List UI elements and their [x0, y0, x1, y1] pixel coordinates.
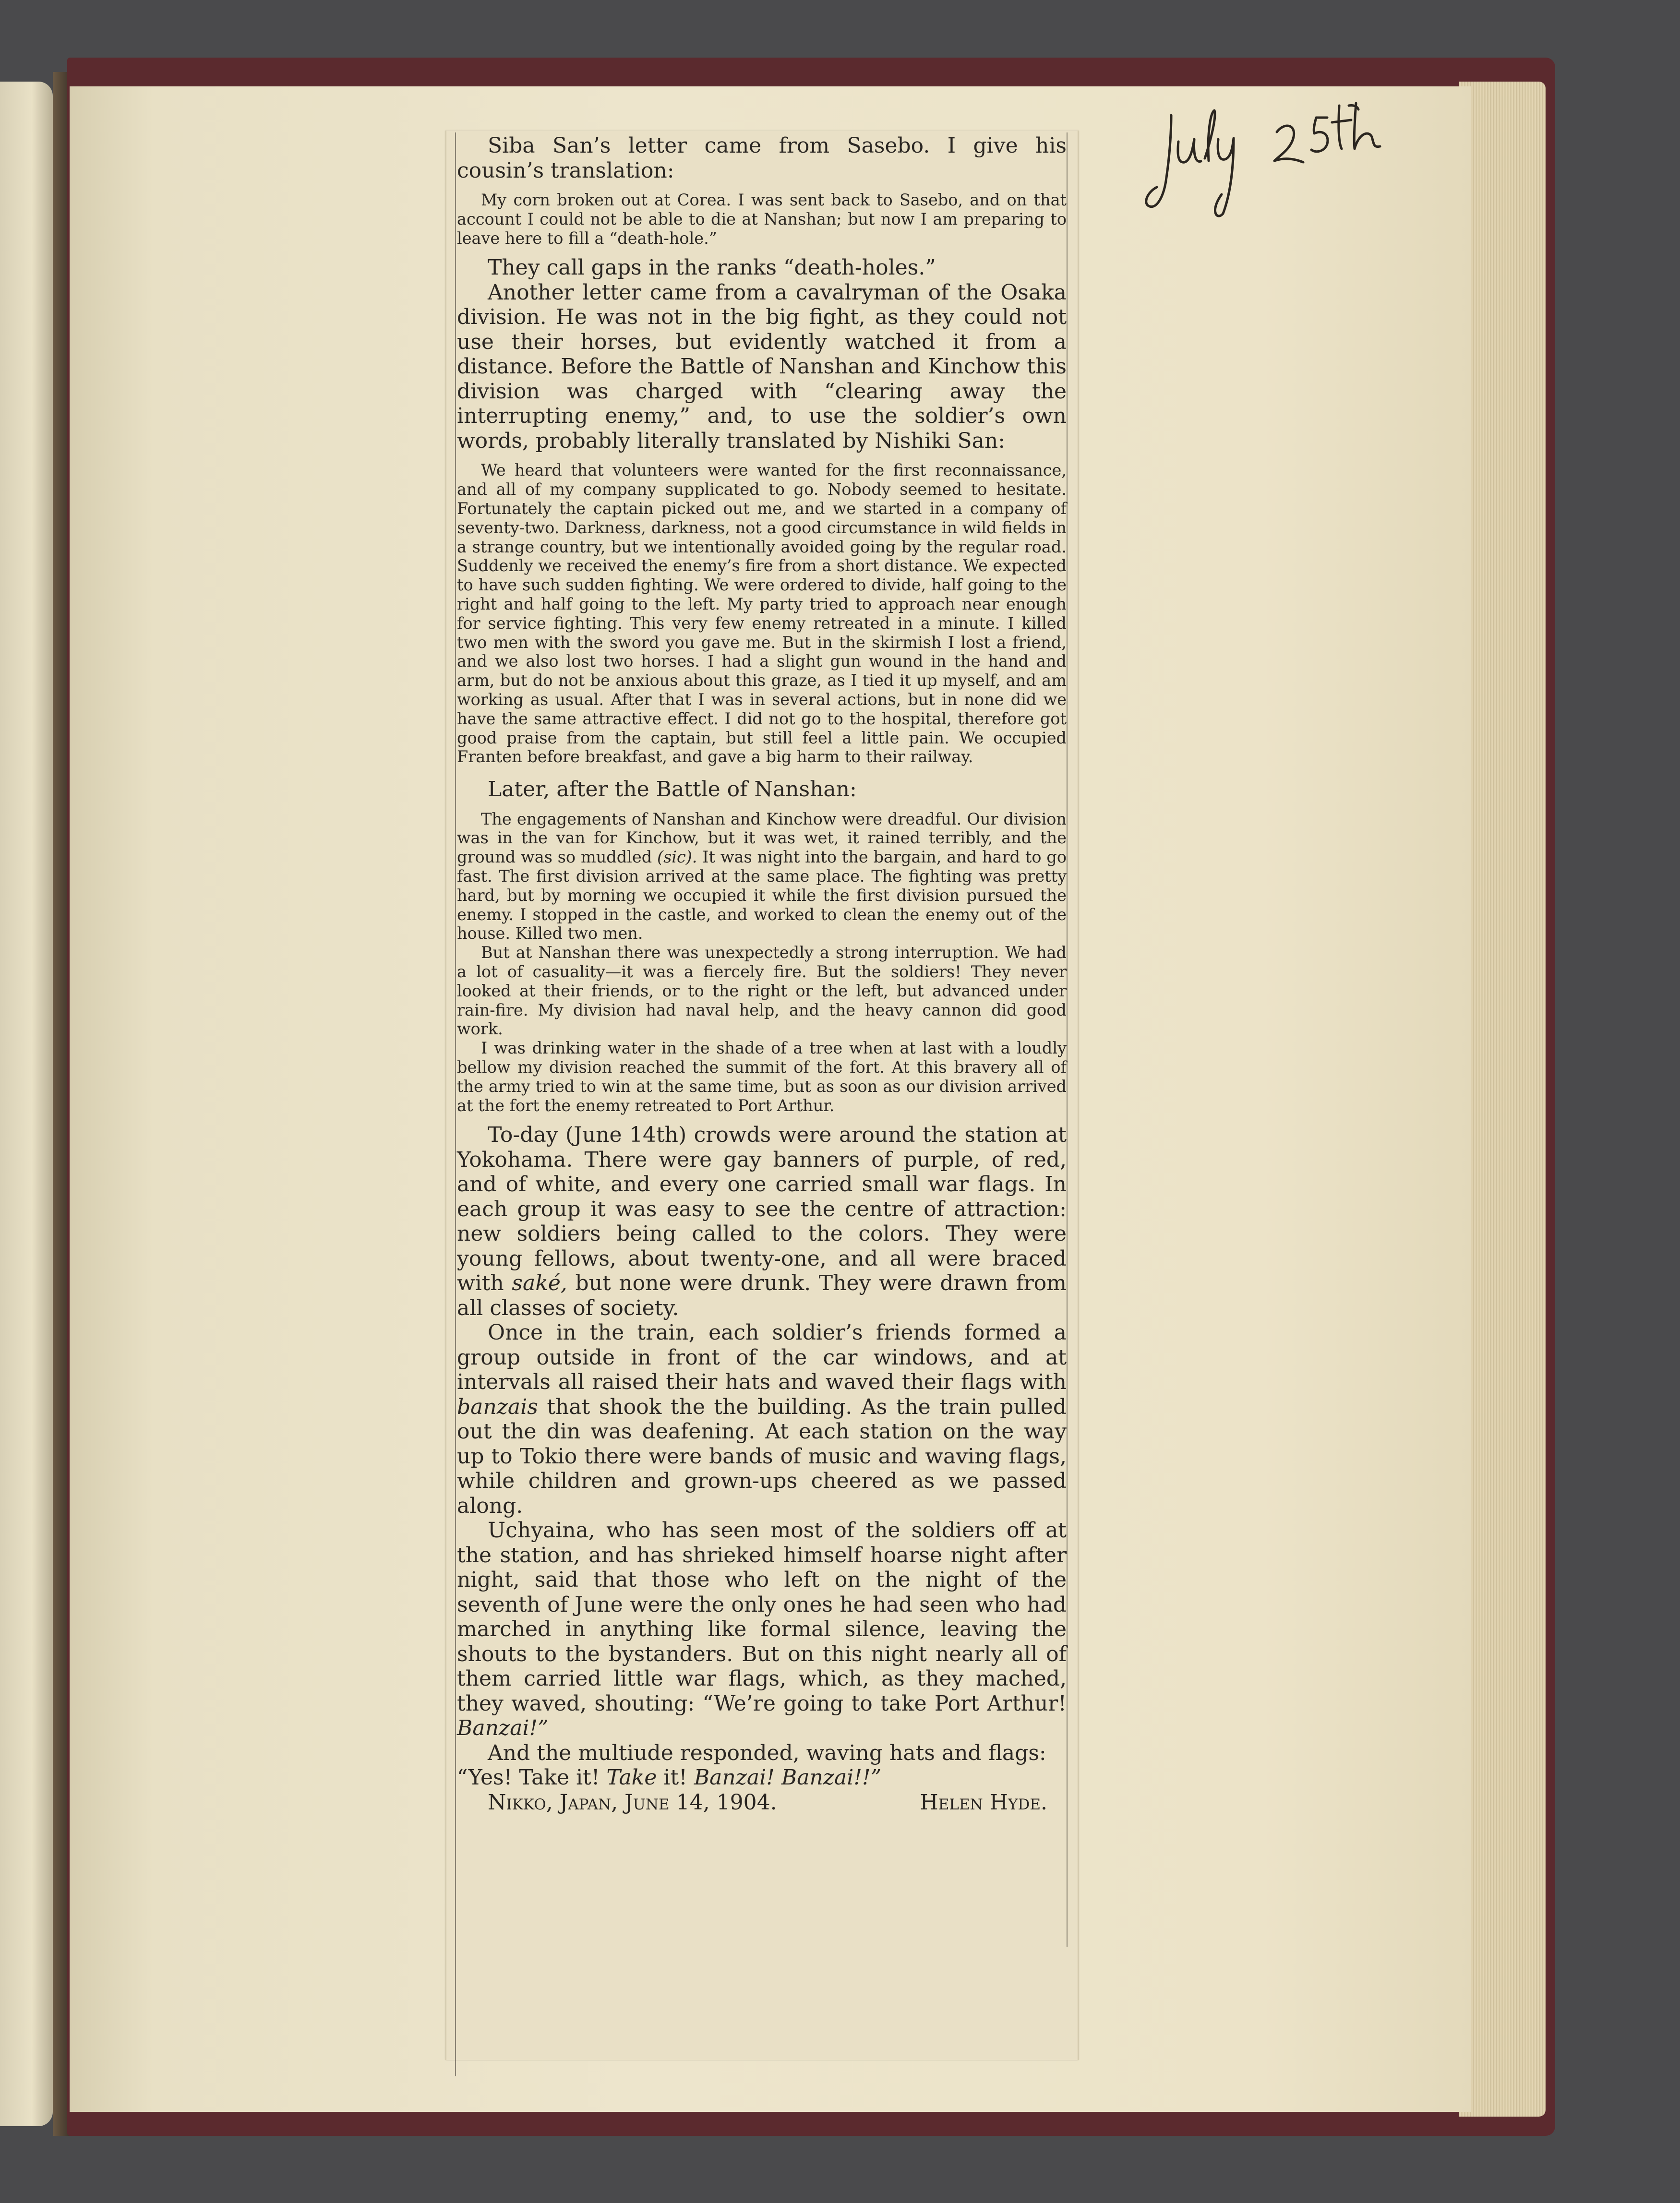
banzai-word: Banzai!”	[457, 1716, 549, 1741]
paragraph-yokohama-end: but none were drunk. They were drawn from all classes of society.	[457, 1271, 1067, 1320]
left-page-edge	[0, 82, 53, 2126]
quote-nanshan-1	[457, 810, 1067, 944]
paragraph-train-end: that shook the the building. As the train pulled out the din was deafening. At each station on the way up to Tokio there were bands of music and waving flags, while children and grown-ups cheered as we passed along.	[457, 1394, 1067, 1518]
handwritten-date-ink	[1138, 96, 1406, 221]
response-start: “Yes! Take it!	[457, 1765, 607, 1790]
article-column	[457, 133, 1067, 1815]
sake-word: saké,	[512, 1271, 567, 1296]
paragraph-uchyaina	[457, 1518, 1067, 1741]
quote-nanshan-3: I was drinking water in the shade of a tree when at last with a loudly bellow my division reached the summit of the fort. At this bravery all of the army tried to win at the same time, but as soon as our division arrived at the fort the enemy retreated to Port Arthur.	[457, 1039, 1067, 1115]
quote-nanshan-2: But at Nanshan there was unexpectedly a strong interruption. We had a lot of casuality—it was a fiercely fire. But the soldiers! They never looked at their friends, or to the right or the left, but advanced under rain-fire. My division had naval help, and the heavy cannon did good work.	[457, 943, 1067, 1039]
paragraph-yokohama	[457, 1123, 1067, 1320]
take-word: Take	[606, 1765, 657, 1790]
page-block-edges	[1459, 82, 1546, 2117]
paragraph-cavalryman: Another letter came from a cavalryman of the Osaka division. He was not in the big fight, as they could not use their horses, but evidently watched it from a distance. Before the Battle of Nanshan and Kinchow this division was charged with “clearing away the interrupting enemy,” and, to use the soldier’s own words, probably literally translated by Nishiki San:	[457, 280, 1067, 453]
paragraph-train-start: Once in the train, each soldier’s friends formed a group outside in front of the car windows, and at intervals all raised their hats and waved their flags with	[457, 1320, 1067, 1395]
paragraph-multitude: And the multiude responded, waving hats and flags:	[488, 1740, 1046, 1765]
handwritten-date	[1138, 96, 1406, 221]
sic-note: (sic).	[657, 848, 697, 867]
signature-line	[457, 1790, 1067, 1815]
newspaper-clipping	[445, 131, 1079, 2060]
quote-cavalryman-letter: We heard that volunteers were wanted for the first reconnaissance, and all of my company supplicated to go. Nobody seemed to hesitate. Fortunately the captain picked out me, and we started in a company of seventy-two. Darkness, darkness, not a good circumstance in wild fields in a strange country, but we intentionally avoided going by the regular road. Suddenly we received the enemy’s fire from a short distance. We expected to have such sudden fighting. We were ordered to divide, half going to the right and half going to the left. My party tried to approach near enough for service fighting. This very few enemy retreated in a minute. I killed two men with the sword you gave me. But in the skirmish I lost a friend, and we also lost two horses. I had a slight gun wound in the hand and arm, but do not be anxious about this graze, as I tied it up myself, and am working as usual. After that I was in several actions, but in none did we have the same attractive effect. I did not go to the hospital, therefore got good praise from the captain, but still feel a little pain. We occupied Franten before breakfast, and gave a big harm to their railway.	[457, 461, 1067, 766]
column-rule-left	[455, 132, 456, 2076]
dateline: Nikko, Japan, June 14, 1904.	[488, 1790, 777, 1815]
paragraph-uchyaina-start: Uchyaina, who has seen most of the soldiers off at the station, and has shrieked himself hoarse night after night, said that those who left on the night of the seventh of June were the only ones he had seen who had marched in anything like formal silence, leaving the shouts to the bystanders. But on this night nearly all of them carried little war flags, which, as they mached, they waved, shouting: “We’re going to take Port Arthur!	[457, 1518, 1067, 1716]
quote-nanshan-1-end: It was night into the bargain, and hard to go fast. The first division arrived at the same place. The fighting was pretty hard, but by morning we occupied it while the first division pursued the enemy. I stopped in the castle, and worked to clean the enemy out of the house. Killed two men.	[457, 848, 1067, 943]
paragraph-later: Later, after the Battle of Nanshan:	[488, 777, 857, 802]
author-name: Helen Hyde.	[920, 1790, 1047, 1815]
paragraph-response	[457, 1765, 1067, 1790]
banzais-word: banzais	[457, 1394, 538, 1419]
paragraph-death-holes: They call gaps in the ranks “death-holes.”	[488, 255, 936, 280]
column-rule-right	[1067, 132, 1068, 1947]
paragraph-intro: Siba San’s letter came from Sasebo. I give his cousin’s translation:	[457, 133, 1067, 183]
response-mid: it!	[657, 1765, 694, 1790]
paragraph-yokohama-start: To-day (June 14th) crowds were around the station at Yokohama. There were gay banners of purple, of red, and of white, and every one carried small war flags. In each group it was easy to see the centre of attraction: new soldiers being called to the colors. They were young fellows, about twenty-one, and all were braced with	[457, 1123, 1067, 1296]
banzai-cheer: Banzai! Banzai!!”	[694, 1765, 882, 1790]
quote-cousin-letter: My corn broken out at Corea. I was sent back to Sasebo, and on that account I could not be able to die at Nanshan; but now I am preparing to leave here to fill a “death-hole.”	[457, 191, 1067, 248]
quote-nanshan-1-start: The engagements of Nanshan and Kinchow were dreadful. Our division was in the van for Kinchow, but it was wet, it rained terribly, and the ground was so muddled	[457, 809, 1067, 867]
paragraph-train	[457, 1320, 1067, 1518]
